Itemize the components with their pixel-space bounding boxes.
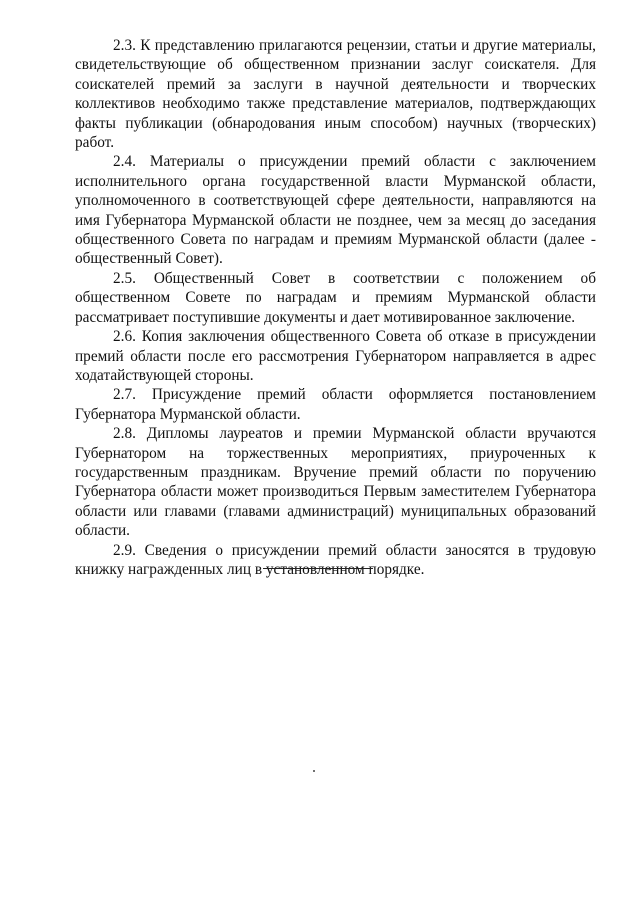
end-divider-line <box>263 568 373 569</box>
paragraph-2-6: 2.6. Копия заключения общественного Совета об отказе в присуждении премий области после его рассмотрения Губернатором направляется в адрес ходатайствующей стороны. <box>75 328 596 384</box>
paragraph-2-7: 2.7. Присуждение премий области оформляется постановлением Губернатора Мурманской области. <box>75 386 596 423</box>
paragraph-2-9: 2.9. Сведения о присуждении премий области заносятся в трудовую книжку награжденных лиц в установленном порядке. <box>75 541 596 578</box>
paragraph-2-5: 2.5. Общественный Совет в соответствии с положением об общественном Совете по наградам и премиям Мурманской области рассматривает поступившие документы и дает мотивированное заключение. <box>75 269 596 326</box>
paragraph-2-4: 2.4. Материалы о присуждении премий области с заключением исполнительного органа государственной власти Мурманской области, уполномоченного в соответствующей сфере деятельности, направляются на имя Губернатора Мурманской области не позднее, чем за месяц до заседания общественного Совета по наградам и премиям Мурманской области (далее - общественный Совет). <box>75 153 596 268</box>
scan-dot-mark <box>313 770 315 772</box>
document-body <box>75 36 596 579</box>
paragraph-2-3: 2.3. К представлению прилагаются рецензии, статьи и другие материалы, свидетельствующие об общественном признании заслуг соискателя. Для соискателей премий за заслуги в научной деятельности и творческих коллективов необходимо также представление материалов, подтверждающих факты публикации (обнародования иным способом) научных (творческих) работ. <box>75 37 596 152</box>
paragraph-2-8: 2.8. Дипломы лауреатов и премии Мурманской области вручаются Губернатором на торжественных мероприятиях, приуроченных к государственным праздникам. Вручение премий области по поручению Губернатора области может производиться Первым заместителем Губернатора области или главами (главами администраций) муниципальных образований области. <box>75 425 596 540</box>
